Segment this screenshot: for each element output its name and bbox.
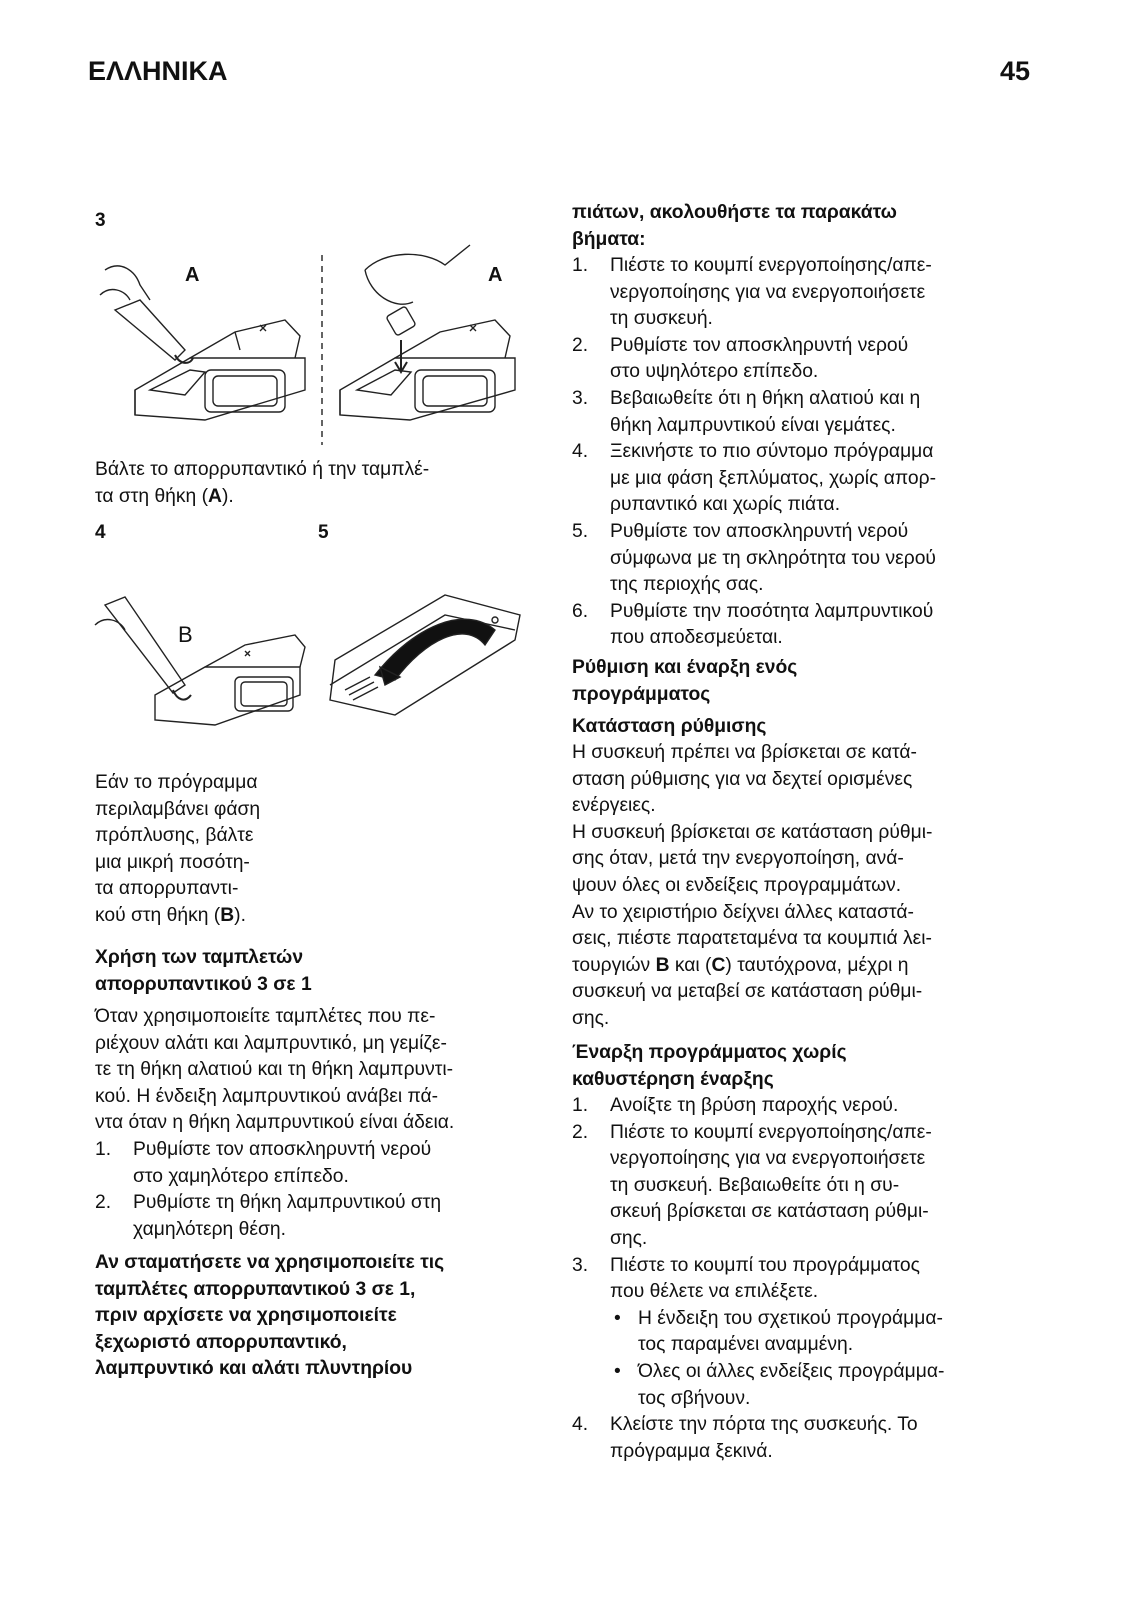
figure-3-illustration	[95, 240, 535, 450]
list-item: 5. Ρυθμίστε τον αποσκληρυντή νερού σύμφωνα με τη σκληρότητα του νερού της περιοχής σας.	[572, 520, 936, 596]
heading-stop-using-tablets: Αν σταματήσετε να χρησιμοποιείτε τις ταμπλέτες απορρυπαντικού 3 σε 1, πριν αρχίσετε να χρησιμοποιείτε ξεχωριστό απορρυπαντικό, λαμπρυντικό και αλάτι πλυντηρίου	[95, 1252, 445, 1380]
list-item: 1. Ανοίξτε τη βρύση παροχής νερού.	[572, 1095, 899, 1116]
list-item: 3. Βεβαιωθείτε ότι η θήκη αλατιού και η θήκη λαμπρυντικού είναι γεμάτες.	[572, 387, 921, 436]
list-item: 6. Ρυθμίστε την ποσότητα λαμπρυντικού που αποδεσμεύεται.	[572, 600, 934, 649]
list-item: 2. Ρυθμίστε τη θήκη λαμπρυντικού στη χαμηλότερη θέση.	[95, 1192, 442, 1240]
paragraph-3in1-tablets: Όταν χρησιμοποιείτε ταμπλέτες που πε- ριέχουν αλάτι και λαμπρυντικό, μη γεμίζε- τε τη θήκη αλατιού και τη θήκη λαμπρυντι- κού. Η ένδειξη λαμπρυντικού ανάβει πά- ντα όταν η θήκη λαμπρυντικού είναι άδεια.	[95, 1006, 455, 1134]
heading-3in1-tablets: Χρήση των ταμπλετών απορρυπαντικού 3 σε 1	[95, 947, 312, 995]
heading-setting-mode: Κατάσταση ρύθμισης	[572, 716, 767, 737]
heading-start-no-delay: Έναρξη προγράμματος χωρίς καθυστέρηση έναρξης	[572, 1042, 847, 1090]
page-number: 45	[999, 56, 1030, 86]
figure-3-caption: Βάλτε το απορρυπαντικό ή την ταμπλέ- τα στη θήκη (A).	[95, 459, 430, 507]
list-item: 4. Κλείστε την πόρτα της συσκευής. Το πρόγραμμα ξεκινά.	[572, 1414, 918, 1462]
list-item: 1. Ρυθμίστε τον αποσκληρυντή νερού στο χαμηλότερο επίπεδο.	[95, 1139, 432, 1187]
list-item: 4. Ξεκινήστε το πιο σύντομο πρόγραμμα με μια φάση ξεπλύματος, χωρίς απορ- ρυπαντικό και χωρίς πιάτα.	[572, 441, 937, 516]
right-intro: πιάτων, ακολουθήστε τα παρακάτω βήματα:	[572, 202, 897, 250]
figure-number-4: 4	[95, 522, 106, 543]
start-steps-list	[572, 1093, 1042, 1465]
bullet-list	[610, 1306, 1042, 1412]
list-item: 1. Πιέστε το κουμπί ενεργοποίησης/απε- νεργοποίησης για να ενεργοποιήσετε τη συσκευή.	[572, 255, 932, 330]
bullet-item: • Όλες οι άλλες ενδείξεις προγράμμα- τος σβήνουν.	[614, 1360, 945, 1409]
list-item: 3. Πιέστε το κουμπί του προγράμματος που θέλετε να επιλέξετε. • Η ένδειξη του σχετικού προγράμμα- τος παραμένει αναμμένη. • Όλες οι άλλες ενδείξεις προγράμμα- τος σβήνουν.	[572, 1253, 1042, 1413]
figure-3-label-a-right: A	[488, 264, 503, 286]
heading-setup-program: Ρύθμιση και έναρξη ενός προγράμματος	[572, 657, 798, 705]
dispenser-left-drawing	[100, 266, 305, 420]
list-item: 2. Πιέστε το κουμπί ενεργοποίησης/απε- νεργοποίησης για να ενεργοποιήσετε τη συσκευή. Βεβαιωθείτε ότι η συ- σκευή βρίσκεται σε κατάσταση ρύθμι- σης.	[572, 1121, 932, 1249]
figure-4-illustration	[95, 585, 310, 745]
figure-number-5: 5	[318, 522, 329, 543]
right-steps-list	[572, 253, 1042, 652]
figure-5-illustration	[325, 585, 525, 725]
bullet-item: • Η ένδειξη του σχετικού προγράμμα- τος παραμένει αναμμένη.	[614, 1307, 943, 1356]
figure-3-label-a-left: A	[185, 264, 200, 286]
list-item: 2. Ρυθμίστε τον αποσκληρυντή νερού στο υψηλότερο επίπεδο.	[572, 334, 909, 383]
paragraph-setting-mode: Η συσκευή πρέπει να βρίσκεται σε κατά- σταση ρύθμισης για να δεχτεί ορισμένες ενέργειες. Η συσκευή βρίσκεται σε κατάσταση ρύθμι- σης όταν, μετά την ενεργοποίηση, ανά- ψουν όλες οι ενδείξεις προγραμμάτων. Αν το χειριστήριο δείχνει άλλες καταστά- σεις, πιέστε παρατεταμένα τα κουμπιά λει- τουργιών B και (C) ταυτόχρονα, μέχρι η συσκευή να μεταβεί σε κατάσταση ρύθμι- σης.	[572, 742, 933, 1029]
figure-number-3: 3	[95, 210, 106, 231]
left-steps-list	[95, 1137, 555, 1243]
section-language-title: ΕΛΛΗΝΙΚΑ	[88, 56, 228, 86]
figure-4-caption: Εάν το πρόγραμμα περιλαμβάνει φάση πρόπλυσης, βάλτε μια μικρή ποσότη- τα απορρυπαντι- κού στη θήκη (B).	[95, 772, 261, 926]
figure-4-label-b: B	[178, 622, 193, 647]
